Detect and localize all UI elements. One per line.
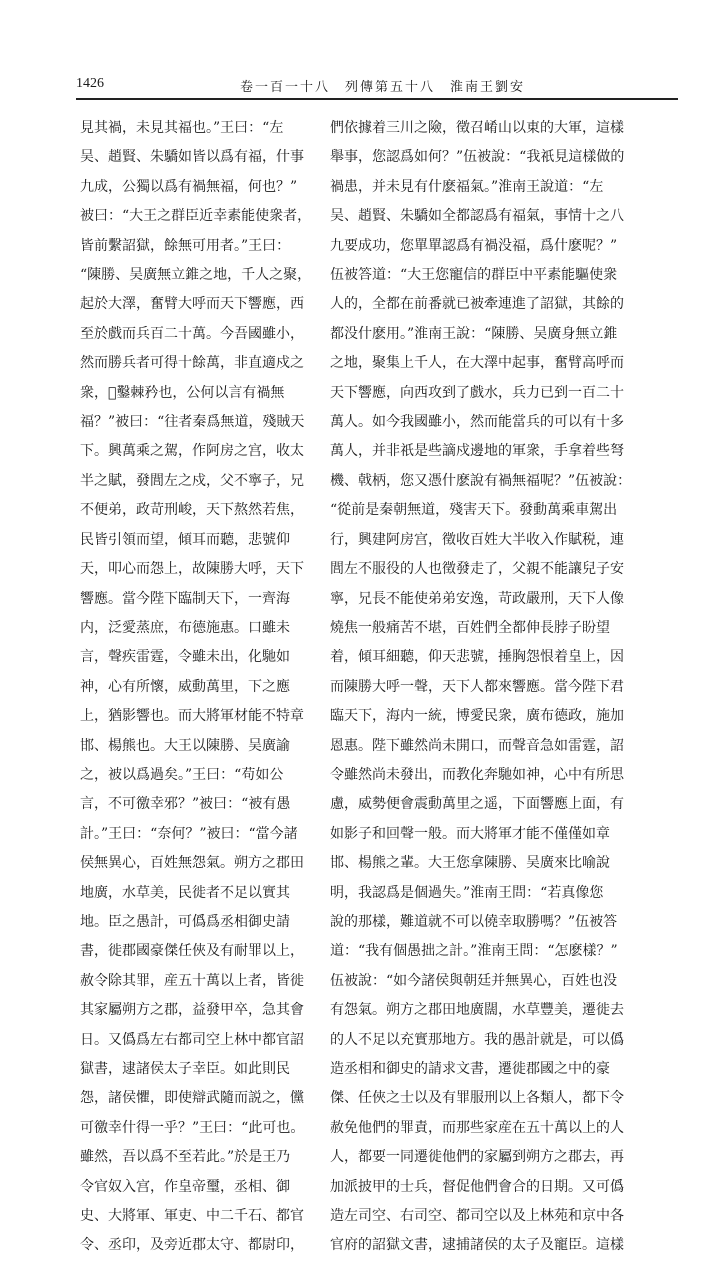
text-line: 可徼幸什得一乎？”王曰：“此可也。 — [80, 1119, 305, 1136]
text-line: 都没什麽用。”淮南王說：“陳勝、吴廣身無立錐 — [330, 325, 618, 342]
text-line: 言，聲疾雷霆，令雖未出，化馳如 — [80, 649, 290, 666]
text-line: 半之賦，發閭左之戍，父不寧子，兄 — [80, 472, 304, 489]
text-line: 官府的詔獄文書，逮捕諸侯的太子及寵臣。這樣 — [330, 1237, 624, 1254]
text-line: 慮，威勢便會震動萬里之遥，下面響應上面，有 — [330, 796, 624, 813]
text-line: 道：“我有個愚拙之計。”淮南王問：“怎麽樣？” — [330, 943, 618, 960]
text-line: 計。”王曰：“奈何？”被曰：“當今諸 — [80, 825, 298, 842]
text-line: 侯無異心，百姓無怨氣。朔方之郡田 — [80, 855, 304, 872]
text-line: 閭左不服役的人也徵發走了，父親不能讓兒子安 — [330, 561, 624, 578]
text-line: 福？”被曰：“往者秦爲無道，殘賊天 — [80, 414, 305, 431]
text-line: 地廣，水草美，民徙者不足以實其 — [80, 884, 290, 901]
text-line: 邯、楊熊之輩。大王您拿陳勝、吴廣來比喻說 — [330, 855, 610, 872]
text-line: 的人不足以充實那地方。我的愚計就是，可以僞 — [330, 1031, 624, 1048]
text-line: 着，傾耳細聽，仰天悲號，捶胸怨恨着皇上，因 — [330, 649, 624, 666]
text-line: 神，心有所懷，威動萬里，下之應 — [80, 678, 290, 695]
text-line: 赦令除其罪，産五十萬以上者，皆徙 — [80, 972, 304, 989]
text-line: 赦免他們的罪責，而那些家産在五十萬以上的人 — [330, 1119, 624, 1136]
text-line: 加派披甲的士兵，督促他們會合的日期。又可僞 — [330, 1178, 624, 1195]
text-line: 臨天下，海内一統，博愛民衆，廣布德政，施加 — [330, 708, 624, 725]
text-line: 們依據着三川之險，徵召崤山以東的大軍，這樣 — [330, 120, 624, 136]
text-line: 天，叩心而怨上，故陳勝大呼，天下 — [80, 561, 304, 578]
text-line: 人，都要一同遷徙他們的家屬到朔方之郡去，再 — [330, 1149, 624, 1166]
text-line: “從前是秦朝無道，殘害天下。發動萬乘車駕出 — [330, 502, 618, 519]
text-line: 起於大澤，奮臂大呼而天下響應，西 — [80, 296, 304, 313]
text-line: 吴、趙賢、朱驕如皆以爲有福，什事 — [80, 149, 304, 166]
text-line: 至於戲而兵百二十萬。今吾國雖小， — [80, 325, 304, 342]
text-line: 舉事，您認爲如何？”伍被說：“我祇見這樣做的 — [330, 149, 625, 166]
header-rule — [76, 98, 678, 100]
text-line: 造左司空、右司空、都司空以及上林苑和京中各 — [330, 1208, 624, 1225]
text-line: 史、大將軍、軍吏、中二千石、都官 — [80, 1208, 304, 1225]
text-line: 不便弟，政苛刑峻，天下熬然若焦， — [80, 502, 304, 519]
text-line: 邯、楊熊也。大王以陳勝、吴廣諭 — [80, 737, 290, 754]
text-line: 下。興萬乘之駕，作阿房之宫，收太 — [80, 443, 304, 460]
text-line: 日。又僞爲左右都司空上林中都官詔 — [80, 1031, 304, 1048]
text-line: 天下響應，向西攻到了戲水，兵力已到一百二十 — [330, 384, 624, 401]
text-line: 說的那樣，難道就不可以僥幸取勝嗎？”伍被答 — [330, 913, 618, 930]
text-line: 地。臣之愚計，可僞爲丞相御史請 — [80, 913, 290, 930]
text-line: 行，興建阿房宫，徵收百姓大半收入作賦税，連 — [330, 531, 624, 548]
text-line: 吴、趙賢、朱驕如全都認爲有福氣，事情十之八 — [330, 208, 624, 225]
text-line: 内，泛愛蒸庶，布德施惠。口雖未 — [80, 619, 290, 636]
text-line: 之，被以爲過矣。”王曰：“苟如公 — [80, 766, 284, 783]
text-line: 傑、任俠之士以及有罪服刑以上各類人，都下令 — [330, 1090, 624, 1107]
text-line: 言，不可徼幸邪？”被曰：“被有愚 — [80, 796, 291, 813]
text-line: 雖然，吾以爲不至若此。”於是王乃 — [80, 1149, 291, 1166]
text-line: 獄書，逮諸侯太子幸臣。如此則民 — [80, 1061, 290, 1077]
text-line: 之地，聚集上千人，在大澤中起事，奮臂高呼而 — [330, 355, 624, 372]
text-line: 九成，公獨以爲有禍無福，何也？” — [80, 178, 298, 195]
text-line: 其家屬朔方之郡，益發甲卒，急其會 — [80, 1002, 304, 1019]
text-line: 衆，𨱆鑿棘矜也，公何以言有禍無 — [80, 384, 285, 401]
text-line: 有怨氣。朔方之郡田地廣闊，水草豐美，遷徙去 — [330, 1002, 624, 1019]
text-line: 萬人，并非祇是些謫戍邊地的軍衆，手拿着些弩 — [330, 443, 624, 460]
text-line: 人的，全都在前番就已被牽連進了詔獄，其餘的 — [330, 296, 624, 313]
text-line: 明，我認爲是個過失。”淮南王問：“若真像您 — [330, 884, 604, 901]
text-line: 民皆引領而望，傾耳而聽，悲號仰 — [80, 531, 290, 548]
text-line: 伍被答道：“大王您寵信的群臣中平素能驅使衆 — [330, 267, 618, 284]
text-line: 然而勝兵者可得十餘萬，非直適戍之 — [80, 355, 304, 372]
text-line: 上，猶影響也。而大將軍材能不特章 — [80, 708, 304, 725]
running-header: 卷一百一十八 列傳第五十八 淮南王劉安 — [240, 80, 526, 95]
text-line: 伍被說：“如今諸侯與朝廷并無異心，百姓也没 — [330, 972, 618, 989]
text-line: 書，徙郡國豪傑任俠及有耐罪以上， — [80, 943, 304, 960]
text-line: 而陳勝大呼一聲，天下人都來響應。當今陛下君 — [330, 678, 624, 695]
text-line: 如影子和回聲一般。而大將軍才能不僅僅如章 — [330, 825, 610, 842]
text-line: 萬人。如今我國雖小，然而能當兵的可以有十多 — [330, 414, 624, 431]
text-line: 禍患，并未見有什麽福氣。”淮南王說道：“左 — [330, 178, 604, 195]
text-line: 九要成功，您單單認爲有禍没福，爲什麽呢？” — [330, 237, 618, 254]
text-line: 見其禍，未見其福也。”王曰：“左 — [80, 120, 284, 136]
page-number: 1426 — [76, 76, 104, 91]
text-line: 造丞相和御史的請求文書，遷徙郡國之中的豪 — [330, 1061, 610, 1077]
text-line: 怨，諸侯懼，即使辯武隨而説之，儻 — [80, 1090, 304, 1107]
text-line: 響應。當今陛下臨制天下，一齊海 — [80, 590, 290, 607]
translation-text-column — [330, 114, 632, 1254]
text-line: 被曰：“大王之群臣近幸素能使衆者， — [80, 208, 312, 225]
text-line: 令官奴入宫，作皇帝璽，丞相、御 — [80, 1178, 290, 1195]
classical-text-column — [80, 114, 312, 1254]
text-line: 寧，兄長不能使弟弟安逸，苛政嚴刑，天下人像 — [330, 590, 624, 607]
text-line: “陳勝、吴廣無立錐之地，千人之聚， — [80, 267, 312, 284]
text-line: 恩惠。陛下雖然尚未開口，而聲音急如雷霆，詔 — [330, 737, 624, 754]
text-line: 機、戟柄，您又憑什麽說有禍無福呢？”伍被說： — [330, 472, 632, 489]
text-line: 令雖然尚未發出，而教化奔馳如神，心中有所思 — [330, 766, 624, 783]
text-line: 令、丞印，及旁近郡太守、都尉印， — [80, 1237, 304, 1254]
text-line: 皆前繫詔獄，餘無可用者。”王曰： — [80, 237, 291, 254]
text-line: 燒焦一般痛苦不堪，百姓們全都伸長脖子盼望 — [330, 619, 610, 636]
